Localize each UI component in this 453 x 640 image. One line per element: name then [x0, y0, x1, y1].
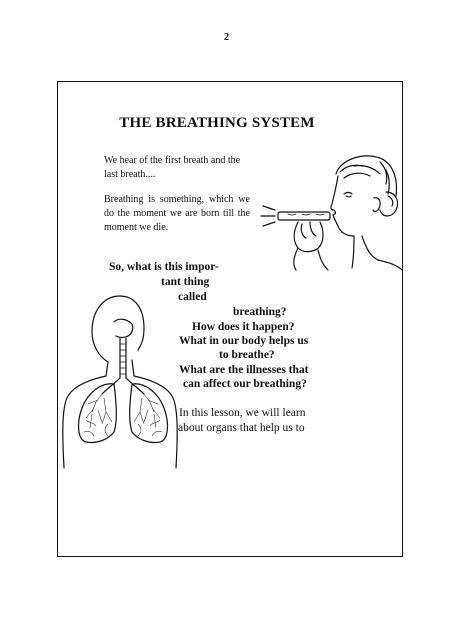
question-line-9: can affect our breathing? — [183, 378, 307, 390]
page-number: 2 — [224, 32, 229, 43]
question-line-2: tant thing — [161, 276, 210, 288]
question-line-3: called — [178, 291, 207, 303]
closing-line-2: about organs that help us to — [178, 422, 305, 434]
question-line-5: How does it happen? — [192, 321, 295, 333]
question-line-1: So, what is this impor- — [109, 261, 219, 273]
question-line-8: What are the illnesses that — [179, 364, 309, 376]
intro-paragraph-1: We hear of the first breath and the last breath.... — [104, 155, 241, 180]
person-blowing-tube-illustration — [258, 152, 404, 270]
question-line-6: What in our body helps us — [179, 335, 309, 347]
page-title: THE BREATHING SYSTEM — [119, 115, 315, 131]
respiratory-system-illustration — [58, 292, 180, 470]
question-line-7: to breathe? — [219, 349, 275, 361]
intro-paragraph-2: Breathing is something, which we do the moment we are born till the moment we die. — [104, 194, 250, 233]
closing-line-1: In this lesson, we will learn — [179, 407, 306, 419]
question-line-4: breathing? — [233, 306, 287, 318]
